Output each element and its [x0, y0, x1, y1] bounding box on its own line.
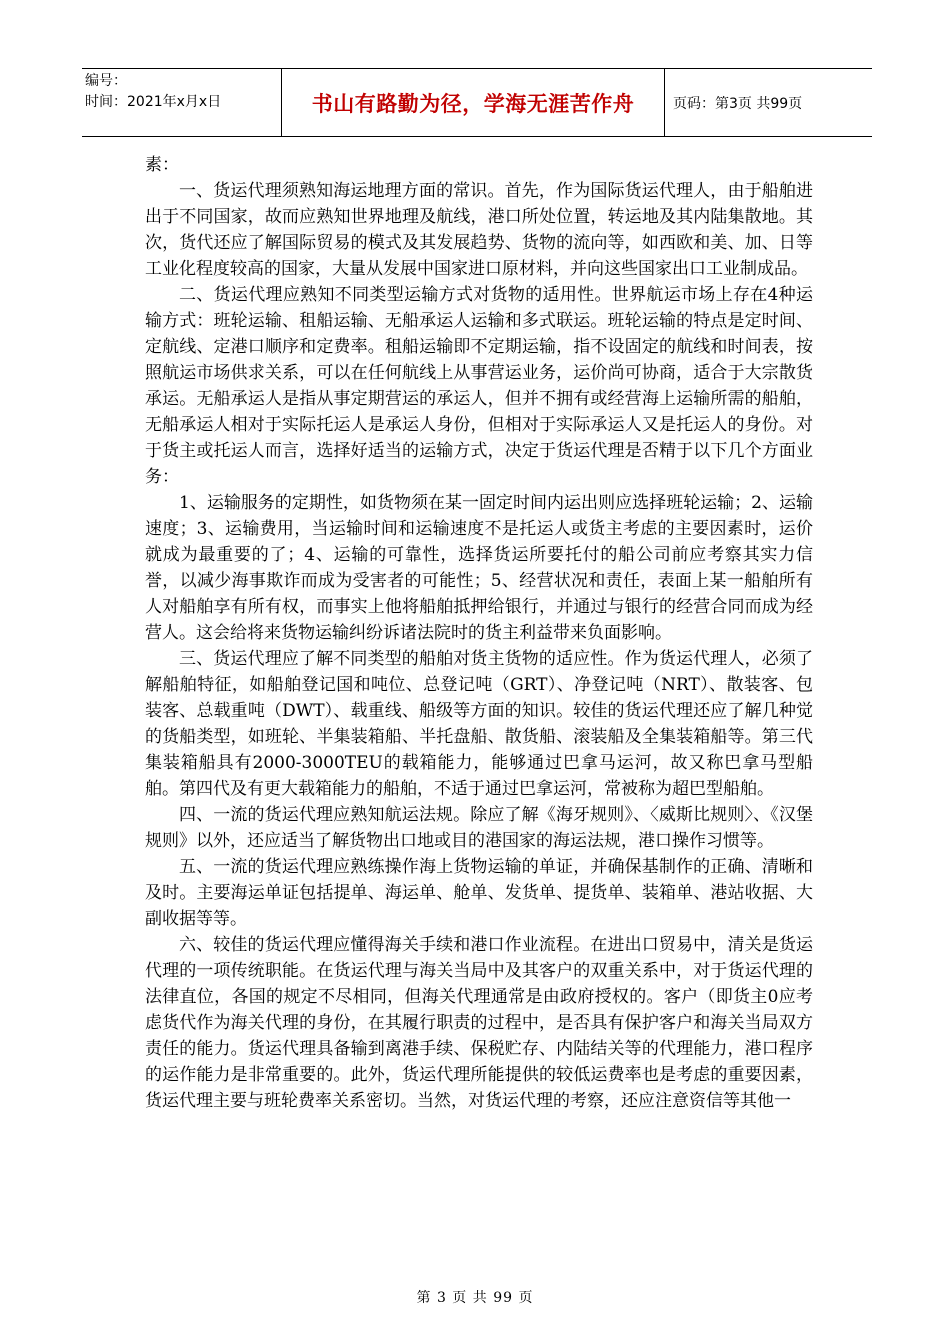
page-header	[82, 68, 872, 137]
paragraph-1: 一、货运代理须熟知海运地理方面的常识。首先，作为国际货运代理人，由于船舶进出于不同国家，故而应熟知世界地理及航线，港口所处位置，转运地及其内陆集散地。其次，货代还应了解国际贸易的模式及其发展趋势、货物的流向等，如西欧和美、加、日等工业化程度较高的国家，大量从发展中国家进口原材料，并向这些国家出口工业制成品。	[145, 181, 813, 279]
paragraph-2: 二、货运代理应熟知不同类型运输方式对货物的适用性。世界航运市场上存在4种运输方式：班轮运输、租船运输、无船承运人运输和多式联运。班轮运输的特点是定时间、定航线、定港口顺序和定费率。租船运输即不定期运输，指不设固定的航线和时间表，按照航运市场供求关系，可以在任何航线上从事营运业务，运价尚可协商，适合于大宗散货承运。无船承运人是指从事定期营运的承运人，但并不拥有或经营海上运输所需的船舶，无船承运人相对于实际托运人是承运人身份，但相对于实际承运人又是托运人的身份。对于货主或托运人而言，选择好适当的运输方式，决定于货运代理是否精于以下几个方面业务：	[145, 285, 813, 487]
header-page-info: 页码：第3页 共99页	[673, 95, 803, 112]
paragraph-3: 1、运输服务的定期性，如货物须在某一固定时间内运出则应选择班轮运输；2、运输速度；3、运输费用，当运输时间和运输速度不是托运人或货主考虑的主要因素时，运价就成为最重要的了；4、运输的可靠性，选择货运所要托付的船公司前应考察其实力信誉，以减少海事欺诈而成为受害者的可能性；5、经营状况和责任，表面上某一船舶所有人对船舶享有所有权，而事实上他将船舶抵押给银行，并通过与银行的经营合同而成为经营人。这会给将来货物运输纠纷诉诸法院时的货主利益带来负面影响。	[145, 493, 813, 643]
header-motto: 书山有路勤为径，学海无涯苦作舟	[282, 69, 665, 136]
header-meta	[82, 69, 282, 136]
paragraph-0: 素：	[145, 155, 179, 175]
paragraph-6: 五、一流的货运代理应熟练操作海上货物运输的单证，并确保基制作的正确、清晰和及时。主要海运单证包括提单、海运单、舱单、发货单、提货单、装箱单、港站收据、大副收据等等。	[145, 857, 813, 929]
document-number-label: 编号：	[85, 73, 127, 89]
paragraph-5: 四、一流的货运代理应熟知航运法规。除应了解《海牙规则》、〈威斯比规则〉、《汉堡规则》以外，还应适当了解货物出口地或目的港国家的海运法规，港口操作习惯等。	[145, 805, 813, 851]
document-date-label: 时间：2021年x月x日	[85, 94, 222, 110]
document-body	[145, 152, 813, 1114]
page-footer: 第 3 页 共 99 页	[416, 1290, 534, 1306]
paragraph-7: 六、较佳的货运代理应懂得海关手续和港口作业流程。在进出口贸易中，清关是货运代理的一项传统职能。在货运代理与海关当局中及其客户的双重关系中，对于货运代理的法律直位，各国的规定不尽相同，但海关代理通常是由政府授权的。客户（即货主0应考虑货代作为海关代理的身份，在其履行职责的过程中，是否具有保护客户和海关当局双方责任的能力。货运代理具备输到离港手续、保税贮存、内陆结关等的代理能力，港口程序的运作能力是非常重要的。此外，货运代理所能提供的较低运费率也是考虑的重要因素，货运代理主要与班轮费率关系密切。当然，对货运代理的考察，还应注意资信等其他一	[145, 935, 813, 1111]
paragraph-4: 三、货运代理应了解不同类型的船舶对货主货物的适应性。作为货运代理人，必须了解船舶特征，如船舶登记国和吨位、总登记吨（GRT）、净登记吨（NRT）、散装客、包装客、总载重吨（DWT）、载重线、船级等方面的知识。较佳的货运代理还应了解几种觉的货船类型，如班轮、半集装箱船、半托盘船、散货船、滚装船及全集装箱船等。第三代集装箱船具有2000-3000TEU的载箱能力，能够通过巴拿马运河，故又称巴拿马型船舶。第四代及有更大载箱能力的船舶，不适于通过巴拿运河，常被称为超巴型船舶。	[145, 649, 813, 799]
